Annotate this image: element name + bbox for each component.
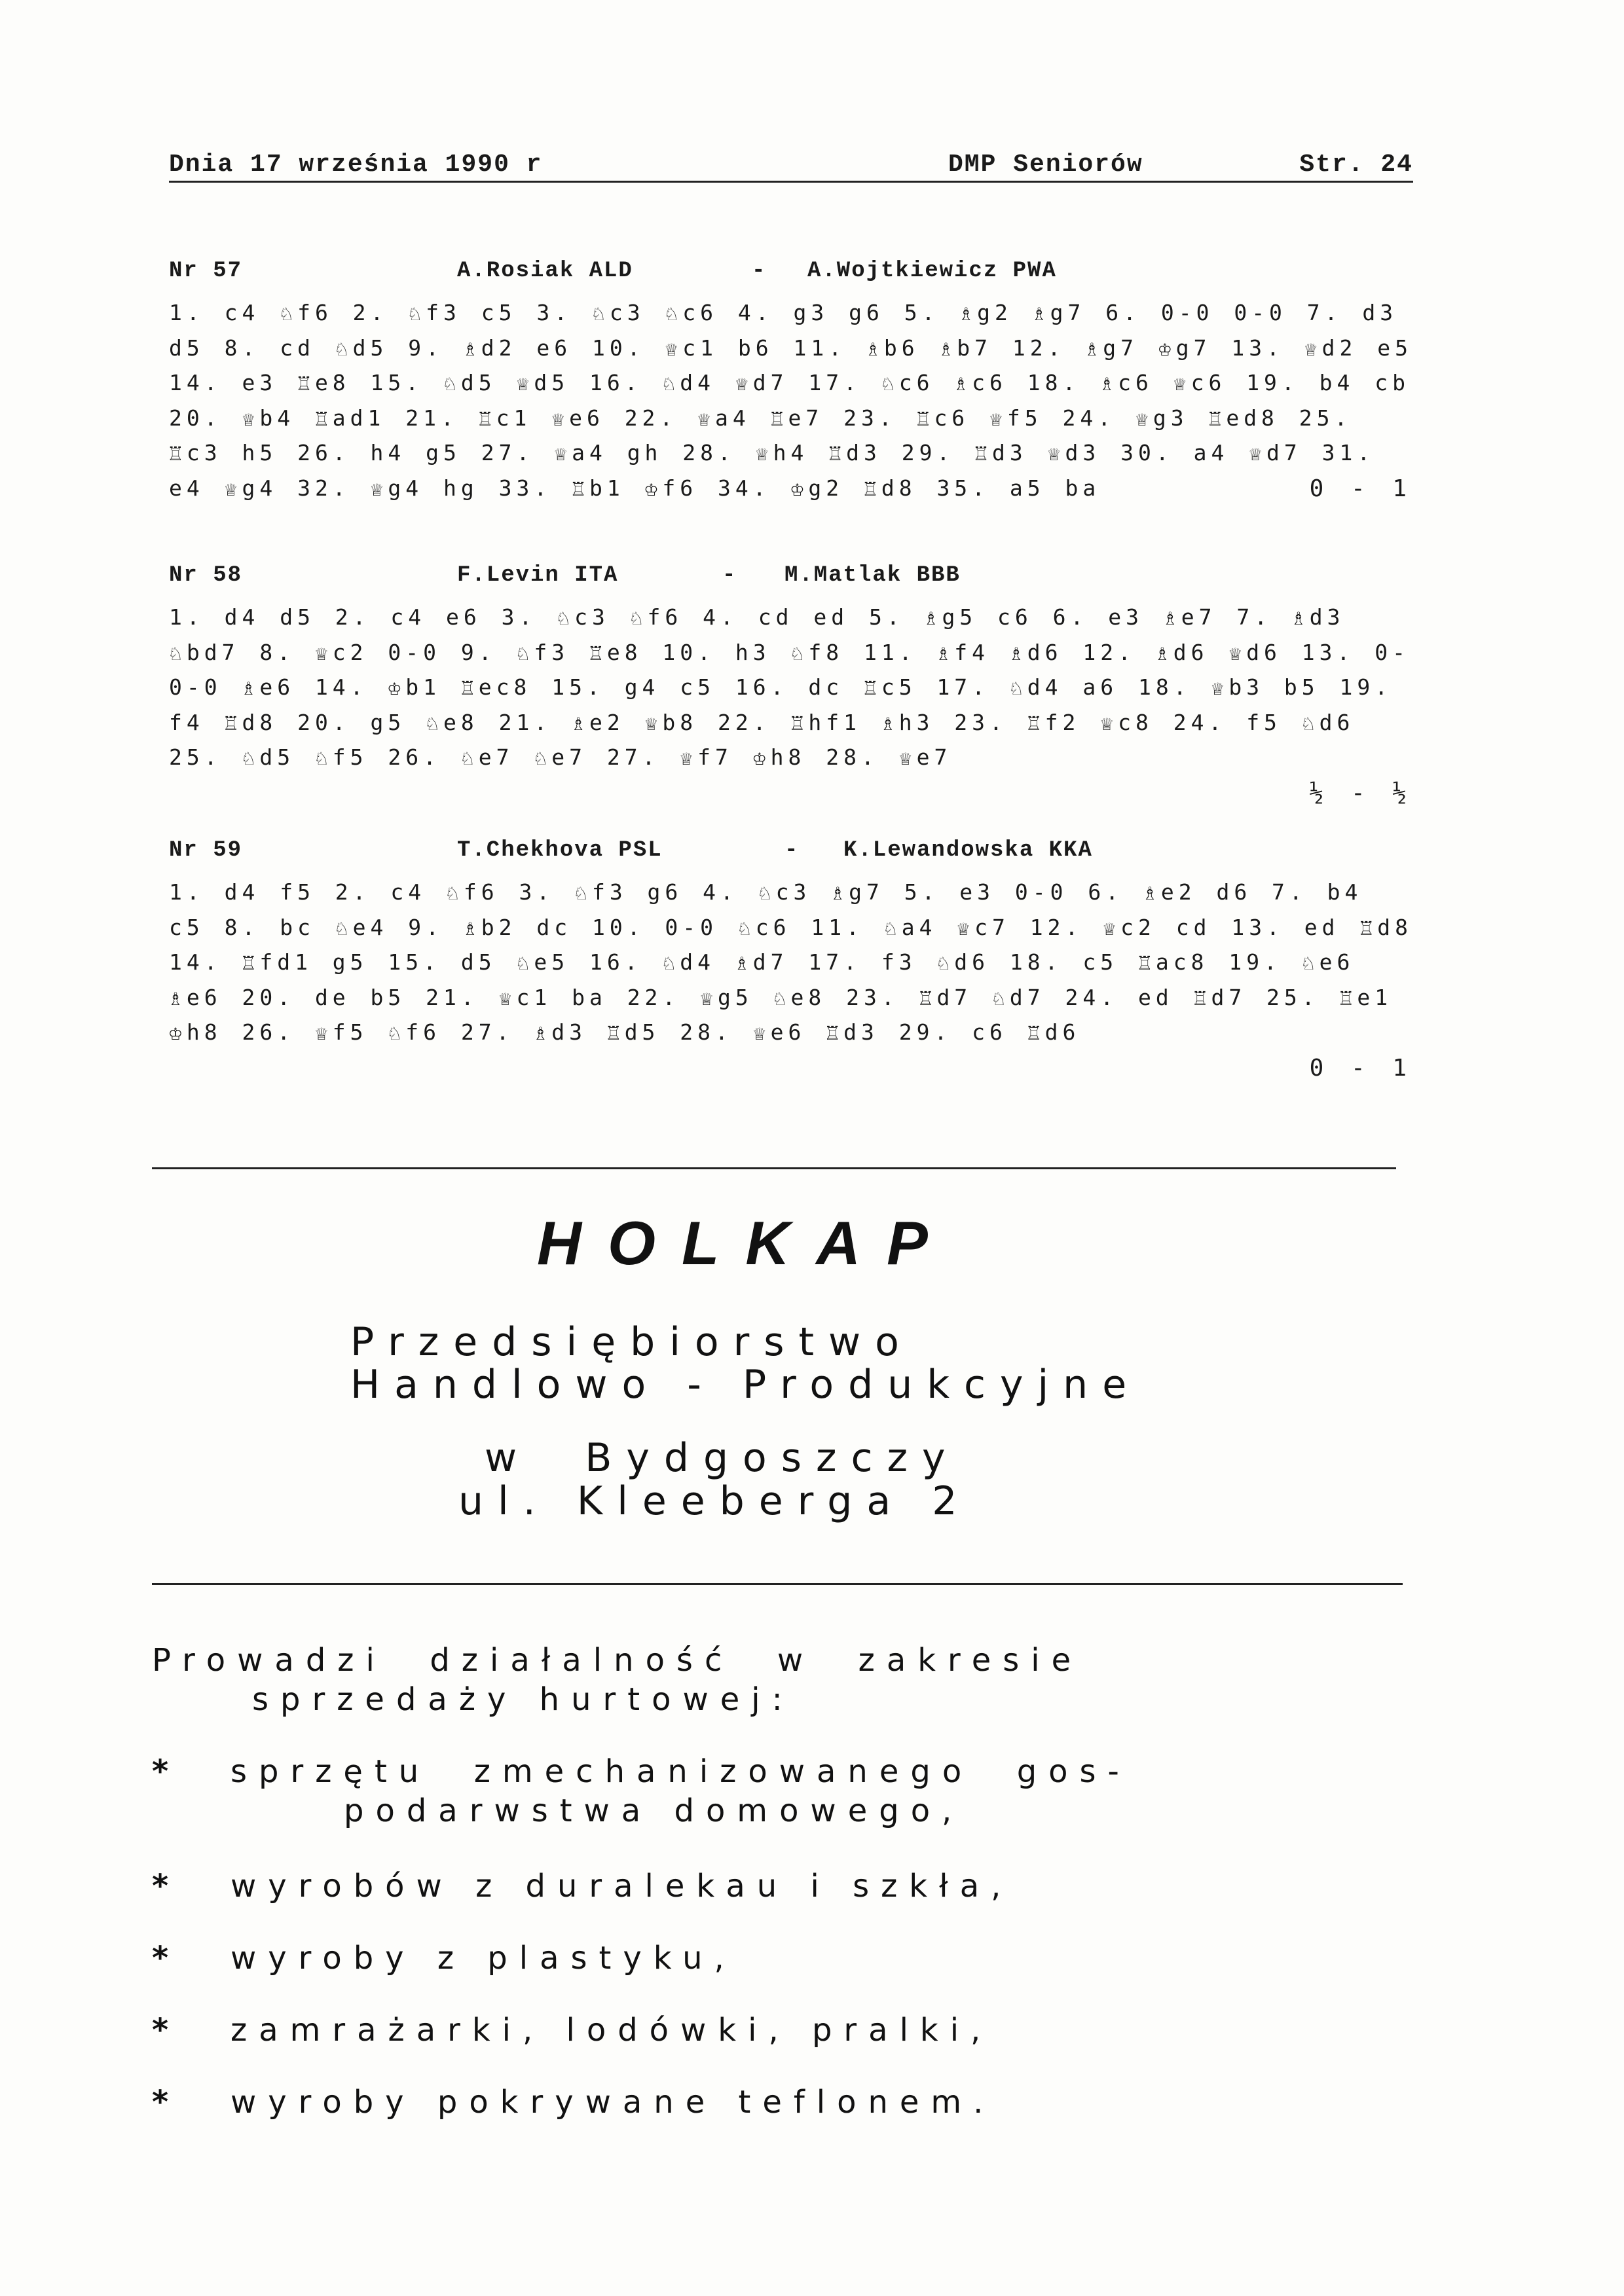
game-number: Nr 59 — [169, 838, 243, 863]
game-heading — [169, 259, 1413, 295]
offer-item-text: zamrażarki, lodówki, pralki, — [231, 2012, 993, 2049]
offer-item — [152, 1753, 1131, 1790]
black-player: M.Matlak BBB — [784, 563, 961, 588]
offer-item-text: sprzętu zmechanizowanego gos- — [231, 1753, 1131, 1790]
game-heading — [169, 563, 1413, 600]
offer-item — [152, 1940, 736, 1977]
offer-intro: Prowadzi działalność w zakresie — [152, 1642, 1083, 1679]
offer-item-text: wyroby z plastyku, — [231, 1940, 736, 1977]
offer-item — [152, 1868, 1012, 1904]
game-result: 0 - 1 — [1309, 475, 1413, 502]
game-moves: 1. d4 f5 2. c4 ♘f6 3. ♘f3 g6 4. ♘c3 ♗g7 5. e3 0-0 6. ♗e2 d6 7. b4 c5 8. bc ♘e4 9. ♗b2 dc 10. 0-0 ♘c6 11. ♘a4 ♕c7 12. ♕c2 cd 13. ed ♖d8 14. ♖fd1 g5 15. d5 ♘e5 16. ♘d4 ♗d7 17. f3 ♘d6 18. c5 ♖ac8 19. ♘e6 ♗e6 20. de b5 21. ♕c1 ba 22. ♕g5 ♘e8 23. ♖d7 ♘d7 24. ed ♖d7 25. ♖e1 ♔h8 26. ♕f5 ♘f6 27. ♗d3 ♖d5 28. ♕e6 ♖d3 29. c6 ♖d6 — [169, 879, 1433, 1045]
game-heading — [169, 838, 1413, 875]
offer-item-text: wyrobów z duralekau i szkła, — [231, 1868, 1013, 1904]
company-city: w Bydgoszczy — [485, 1435, 960, 1481]
black-player: K.Lewandowska KKA — [843, 838, 1093, 863]
white-player: A.Rosiak ALD — [457, 259, 633, 283]
offer-item — [152, 2084, 995, 2121]
company-address: ul. Kleeberga 2 — [458, 1478, 972, 1524]
header-date: Dnia 17 września 1990 r — [169, 151, 543, 179]
game-moves: 1. c4 ♘f6 2. ♘f3 c5 3. ♘c3 ♘c6 4. g3 g6 5. ♗g2 ♗g7 6. 0-0 0-0 7. d3 d5 8. cd ♘d5 9. ♗d2 e6 10. ♕c1 b6 11. ♗b6 ♗b7 12. ♗g7 ♔g7 13. ♕d2 e5 14. e3 ♖e8 15. ♘d5 ♕d5 16. ♘d4 ♕d7 17. ♘c6 ♗c6 18. ♗c6 ♕c6 19. b4 cb 20. ♕b4 ♖ad1 21. ♖c1 ♕e6 22. ♕a4 ♖e7 23. ♖c6 ♕f5 24. ♕g3 ♖ed8 25. ♖c3 h5 26. h4 g5 27. ♕a4 gh 28. ♕h4 ♖d3 29. ♖d3 ♕d3 30. a4 ♕d7 31. e4 ♕g4 32. ♕g4 hg 33. ♖b1 ♔f6 34. ♔g2 ♖d8 35. a5 ba — [169, 300, 1433, 501]
header-page-number: Str. 24 — [1299, 151, 1413, 179]
offer-item-continuation: podarwstwa domowego, — [344, 1793, 964, 1829]
offer-item — [152, 2012, 992, 2049]
game-number: Nr 57 — [169, 259, 243, 283]
company-line-2: Handlowo - Produkcyjne — [350, 1362, 1141, 1408]
player-separator: - — [722, 563, 737, 588]
game-59 — [169, 838, 1433, 1087]
brand-logo: HOLKAP — [537, 1209, 954, 1277]
player-separator: - — [784, 838, 800, 863]
offer-intro-2: sprzedaży hurtowej: — [252, 1681, 794, 1718]
offer-item-text: wyroby pokrywane teflonem. — [231, 2084, 995, 2121]
player-separator: - — [752, 259, 767, 283]
white-player: T.Chekhova PSL — [457, 838, 663, 863]
bullet-star: * — [152, 1868, 169, 1904]
divider-top — [152, 1167, 1396, 1169]
page-header — [169, 151, 1413, 183]
game-58 — [169, 563, 1413, 812]
company-line-1: Przedsiębiorstwo — [350, 1319, 913, 1365]
game-number: Nr 58 — [169, 563, 243, 588]
bullet-star: * — [152, 2084, 169, 2121]
white-player: F.Levin ITA — [457, 563, 619, 588]
bullet-star: * — [152, 2012, 169, 2049]
game-57 — [169, 259, 1433, 507]
game-result: ½ - ½ — [1309, 779, 1413, 807]
divider-bottom — [152, 1583, 1403, 1585]
bullet-star: * — [152, 1940, 169, 1977]
black-player: A.Wojtkiewicz PWA — [807, 259, 1057, 283]
game-moves: 1. d4 d5 2. c4 e6 3. ♘c3 ♘f6 4. cd ed 5. ♗g5 c6 6. e3 ♗e7 7. ♗d3 ♘bd7 8. ♕c2 0-0 9. ♘f3 ♖e8 10. h3 ♘f8 11. ♗f4 ♗d6 12. ♗d6 ♕d6 13. 0-0-0 ♗e6 14. ♔b1 ♖ec8 15. g4 c5 16. dc ♖c5 17. ♘d4 a6 18. ♕b3 b5 19. f4 ♖d8 20. g5 ♘e8 21. ♗e2 ♕b8 22. ♖hf1 ♗h3 23. ♖f2 ♕c8 24. f5 ♘d6 25. ♘d5 ♘f5 26. ♘e7 ♘e7 27. ♕f7 ♔h8 28. ♕e7 — [169, 604, 1413, 770]
header-event: DMP Seniorów — [948, 151, 1143, 179]
bullet-star: * — [152, 1753, 169, 1790]
game-result: 0 - 1 — [1309, 1054, 1413, 1082]
